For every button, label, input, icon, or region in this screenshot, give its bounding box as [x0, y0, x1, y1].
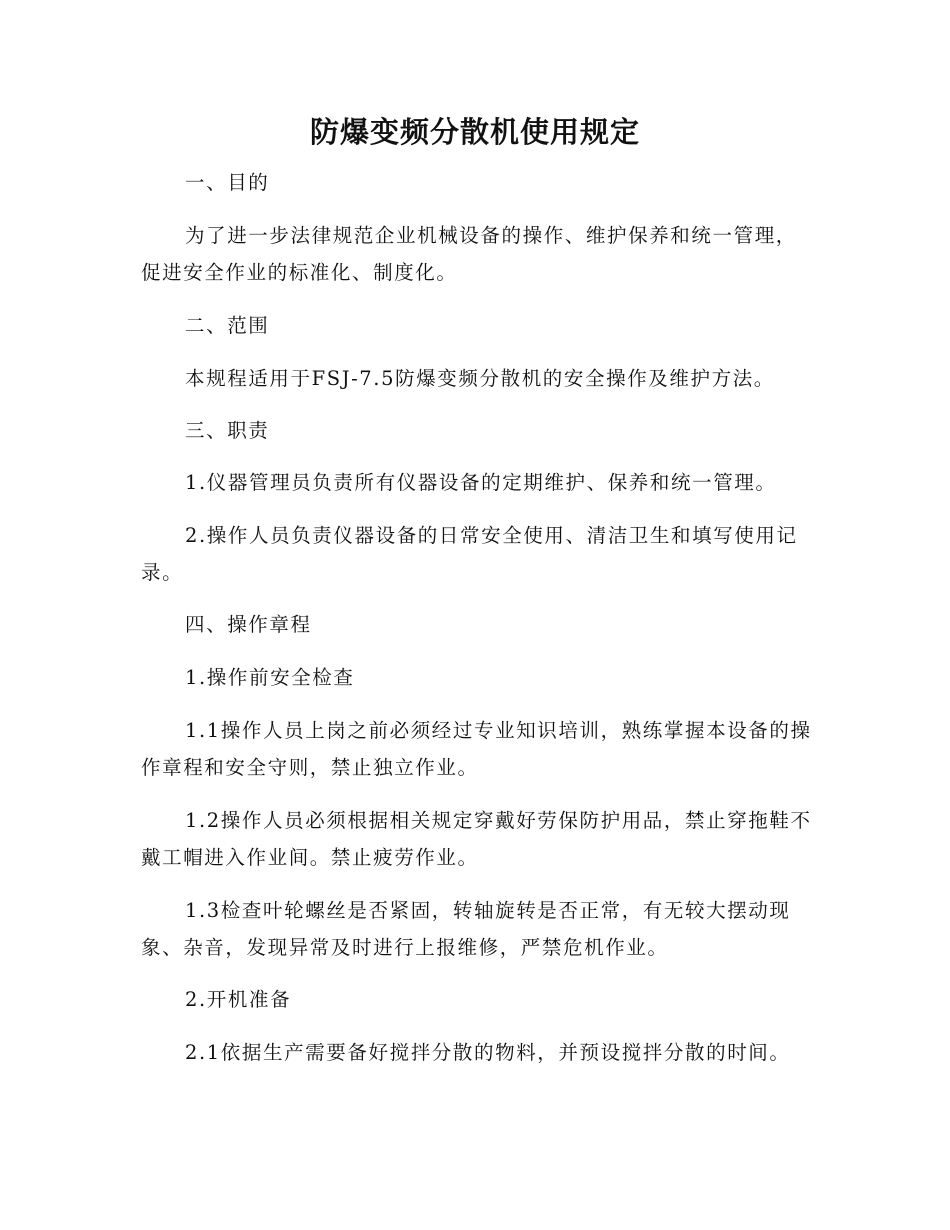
paragraph-1-3: 1.3检查叶轮螺丝是否紧固，转轴旋转是否正常，有无较大摆动现象、杂音，发现异常及时进行上报维修，严禁危机作业。	[141, 899, 791, 959]
subheading-startup-preparation: 2.开机准备	[185, 988, 292, 1011]
section-heading-scope: 二、范围	[185, 314, 270, 337]
subheading-pre-operation-check: 1.操作前安全检查	[185, 666, 355, 689]
paragraph-duty-1: 1.仪器管理员负责所有仪器设备的定期维护、保养和统一管理。	[185, 471, 777, 494]
section-heading-purpose: 一、目的	[185, 171, 270, 194]
section-heading-duties: 三、职责	[185, 419, 270, 442]
paragraph-scope: 本规程适用于FSJ-7.5防爆变频分散机的安全操作及维护方法。	[185, 367, 775, 390]
paragraph-duty-2: 2.操作人员负责仪器设备的日常安全使用、清洁卫生和填写使用记录。	[141, 524, 798, 584]
paragraph-1-2: 1.2操作人员必须根据相关规定穿戴好劳保防护用品，禁止穿拖鞋不戴工帽进入作业间。禁止疲劳作业。	[141, 809, 812, 869]
paragraph-purpose: 为了进一步法律规范企业机械设备的操作、维护保养和统一管理，促进安全作业的标准化、制度化。	[141, 224, 797, 284]
paragraph-2-1: 2.1依据生产需要备好搅拌分散的物料，并预设搅拌分散的时间。	[185, 1041, 791, 1064]
document-title: 防爆变频分散机使用规定	[309, 115, 640, 149]
section-heading-procedures: 四、操作章程	[185, 613, 312, 636]
paragraph-1-1: 1.1操作人员上岗之前必须经过专业知识培训，熟练掌握本设备的操作章程和安全守则，禁止独立作业。	[141, 719, 812, 779]
